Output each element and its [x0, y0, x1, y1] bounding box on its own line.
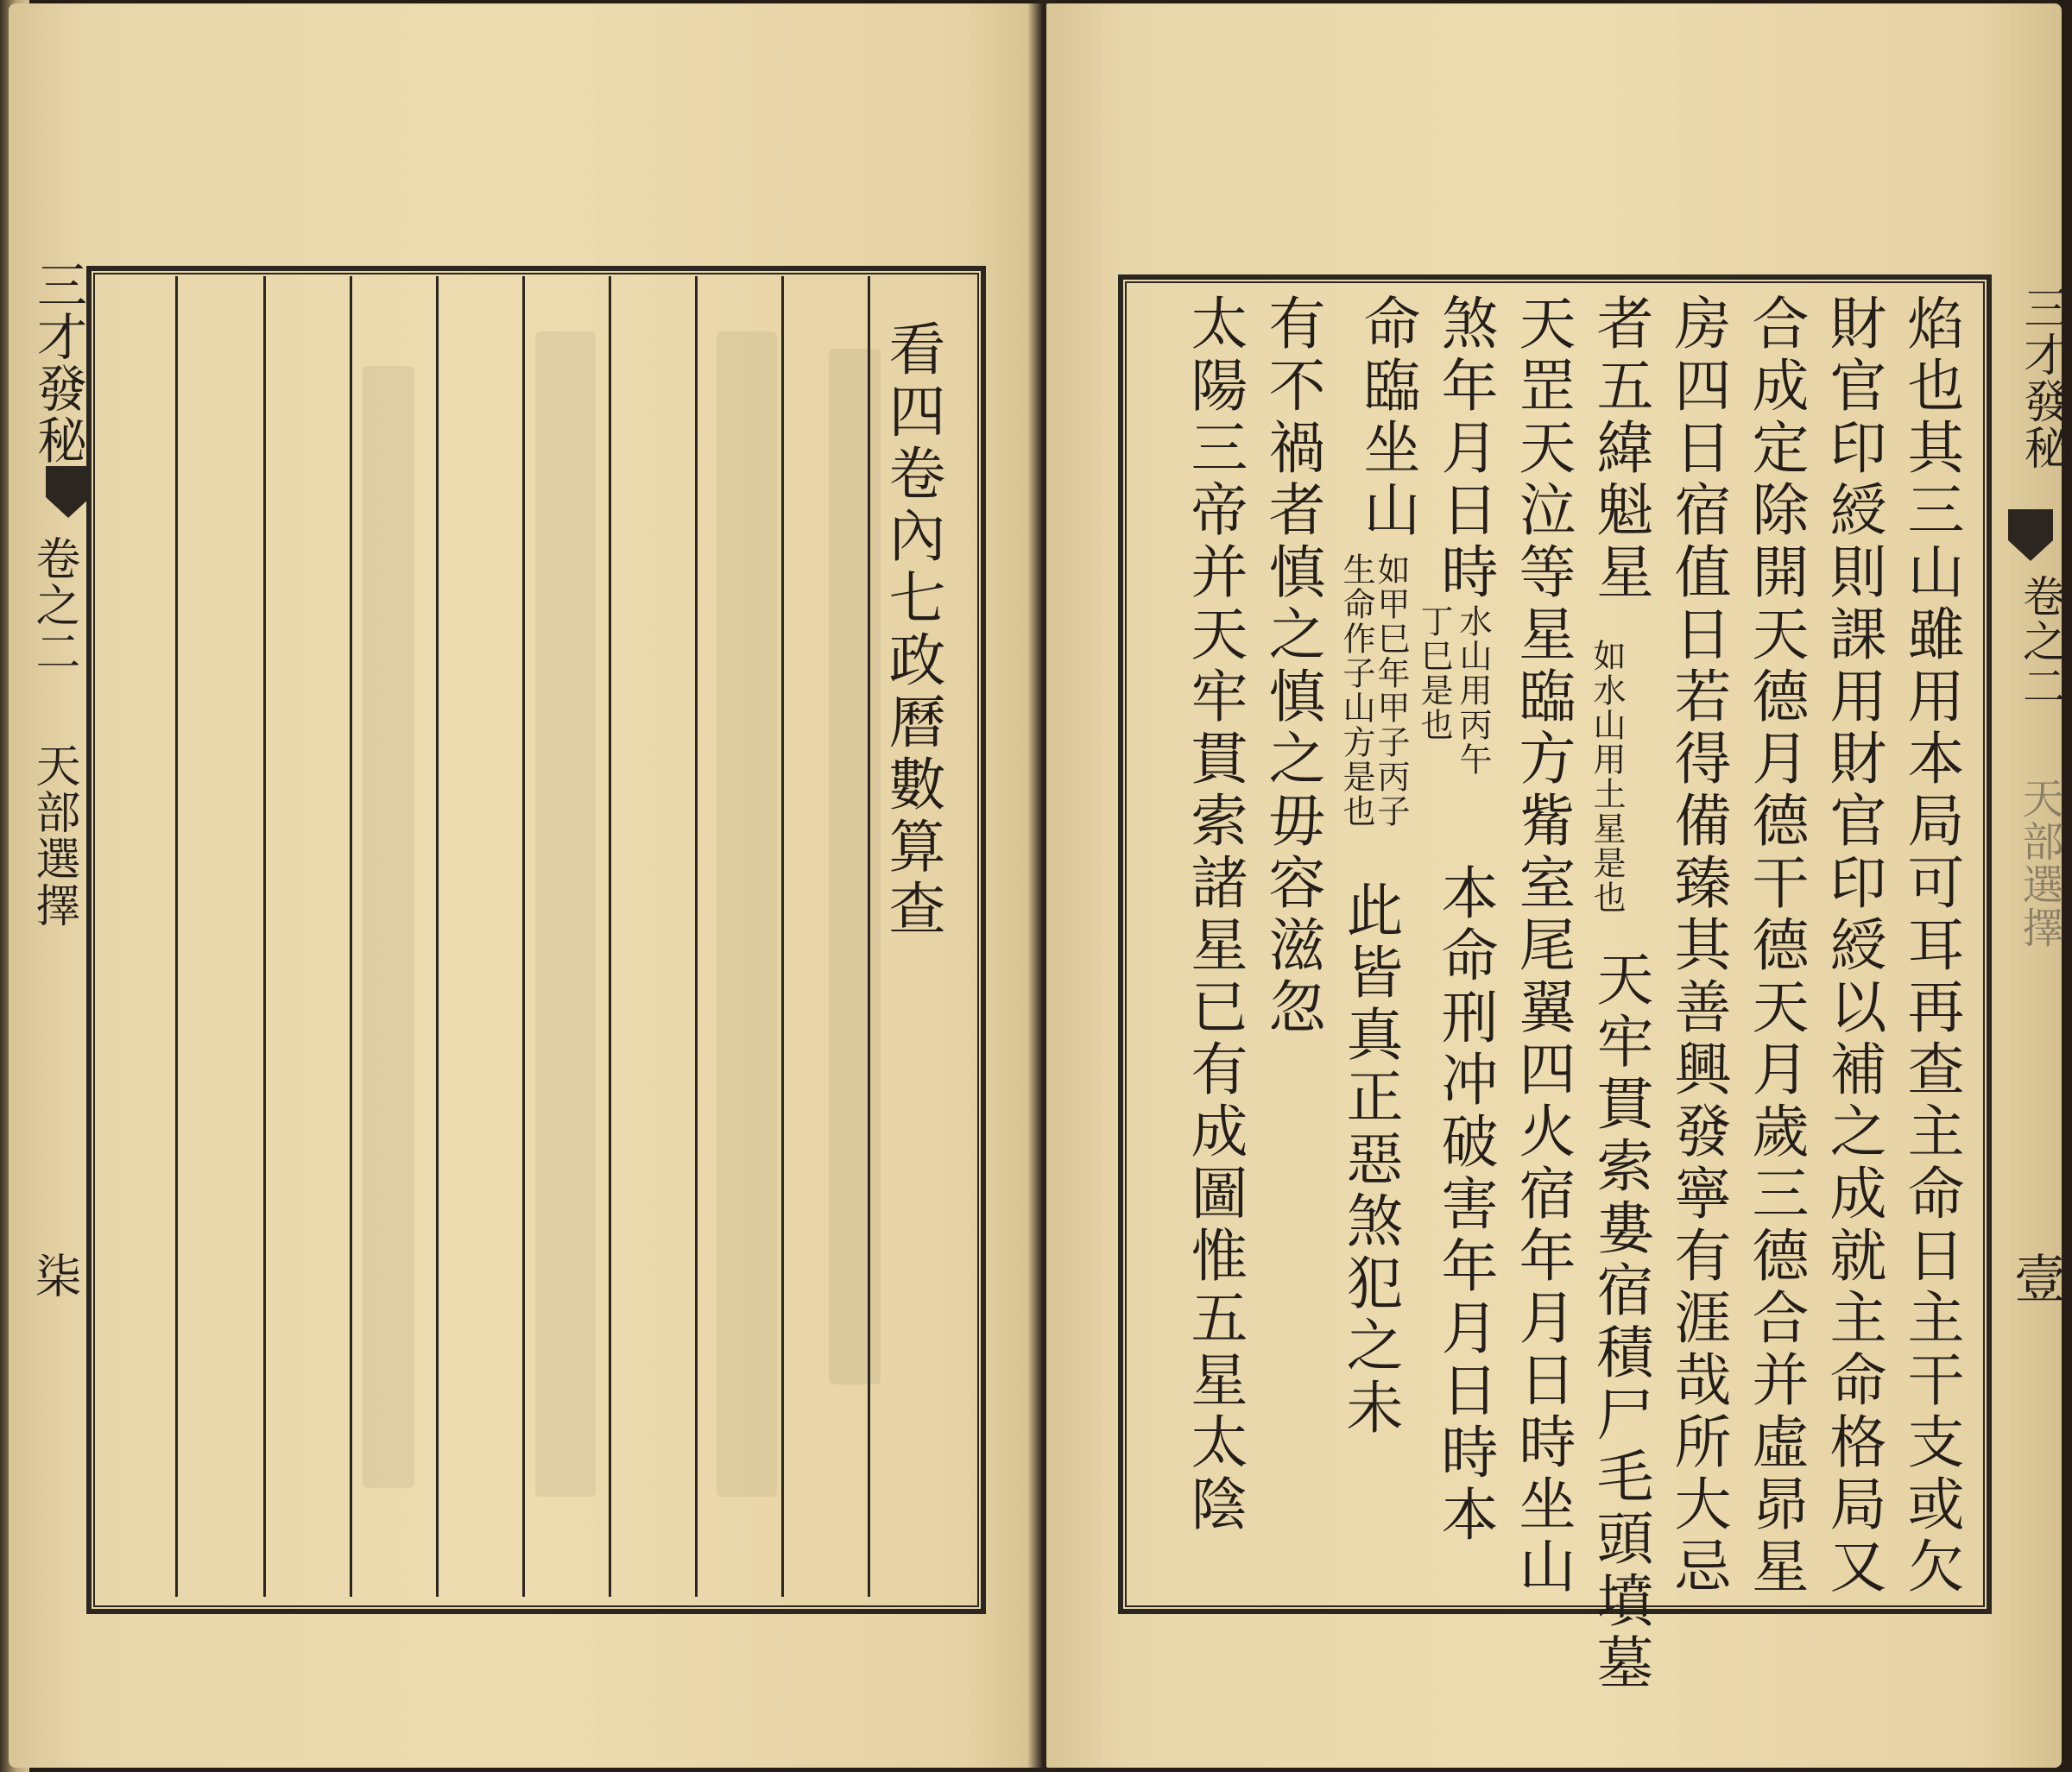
column-rule [781, 276, 784, 1597]
left-margin-chapter: 卷之二 [28, 535, 79, 675]
text-column-8-rest: 此皆真正惡煞犯之未 [1336, 880, 1403, 1440]
column-rule [868, 276, 870, 1597]
text-column-8: 命臨坐山 [1354, 293, 1420, 542]
column-rule [695, 276, 698, 1597]
column-rule [350, 276, 352, 1597]
right-margin-header: 三才發秘 [2016, 285, 2068, 471]
text-column-5-note: 如水山用土星是也 [1588, 639, 1626, 915]
text-column-7-rest: 本命刑冲破害年月日時本 [1431, 863, 1498, 1547]
text-column-7-note: 水山用丙午 [1454, 604, 1492, 777]
text-column-2: 財官印綬則課用財官印綬以補之成就主命格局又 [1820, 293, 1886, 1599]
column-rule [436, 276, 439, 1597]
right-margin-chapter: 卷之二 [2016, 574, 2066, 709]
column-rule [522, 276, 525, 1597]
column-rule [263, 276, 266, 1597]
text-column-1: 焰也其三山雖用本局可耳再查主命日主干支或欠 [1898, 293, 1964, 1599]
column-rule [609, 276, 611, 1597]
text-column-3: 合成定除開天德月德干德天月歲三德合并虛昴星 [1742, 293, 1809, 1599]
text-column-7: 煞年月日時 [1431, 293, 1498, 604]
left-heading: 看四卷內七政曆數算查 [879, 319, 945, 941]
text-column-5: 者五緯魁星 [1587, 293, 1653, 604]
text-column-8-note-a: 如甲巳年甲子丙子 [1372, 552, 1410, 829]
text-column-10: 太陽三帝并天牢貫索諸星已有成圖惟五星太陰 [1181, 293, 1248, 1536]
left-margin-folio: 柒 [28, 1252, 82, 1300]
left-margin-header: 三才發秘 [28, 259, 87, 466]
left-margin-section: 天部選擇 [28, 742, 79, 929]
left-text-frame [86, 266, 986, 1614]
column-rule [175, 276, 178, 1597]
text-column-7-note2: 丁巳是也 [1415, 604, 1453, 742]
text-column-8-note: 生命作子山方是也 [1337, 552, 1375, 829]
text-column-5-rest: 天牢貫索婁宿積尸毛頭墳墓 [1587, 949, 1653, 1695]
text-column-9: 有不禍者慎之慎之毋容滋忽 [1259, 293, 1325, 1039]
right-margin-folio: 壹 [2006, 1252, 2066, 1305]
text-column-4: 房四日宿值日若得備臻其善興發寧有涯哉所大忌 [1665, 293, 1731, 1599]
text-column-6: 天罡天泣等星臨方觜室尾翼四火宿年月日時坐山 [1509, 293, 1576, 1599]
right-margin-section: 天部選擇 [2015, 777, 2063, 949]
